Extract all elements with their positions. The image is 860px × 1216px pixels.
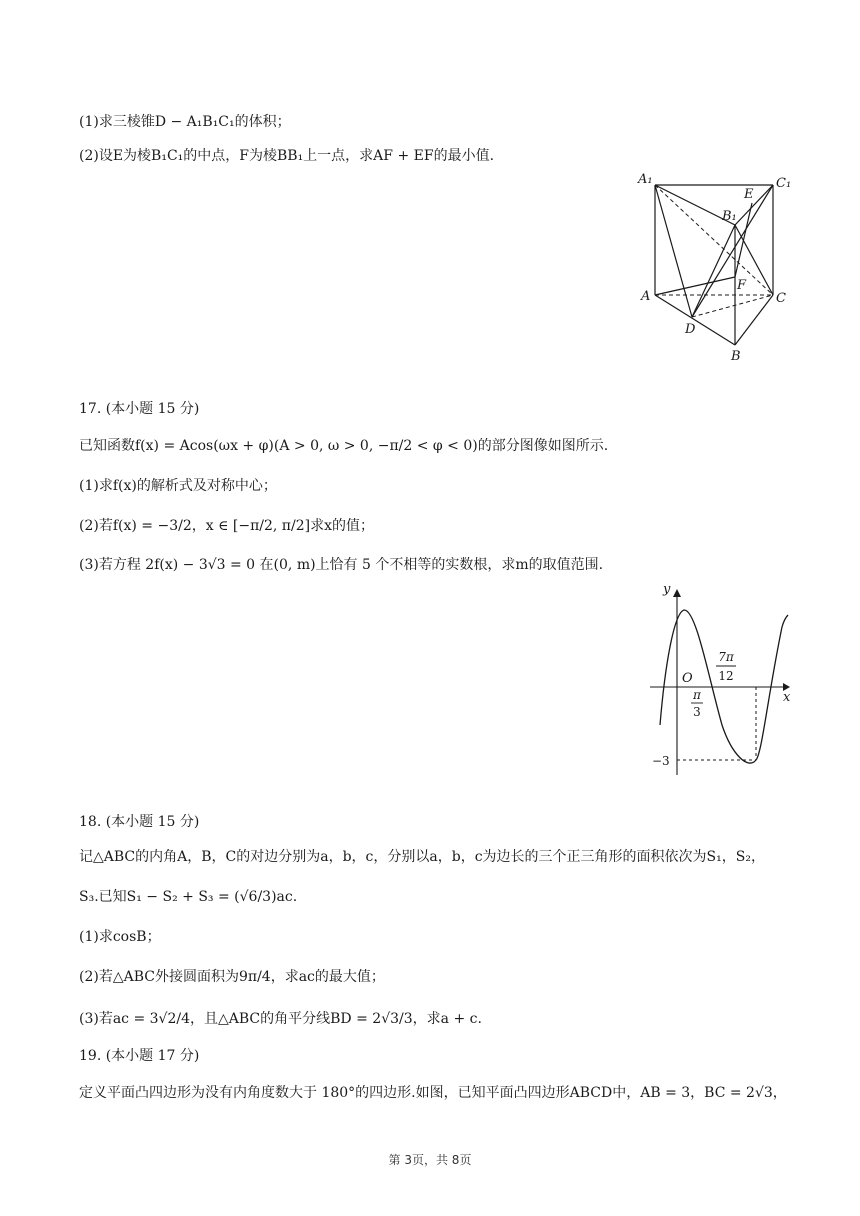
q18-header: 18. (本小题 15 分) (79, 814, 200, 830)
q18-part2: (2)若△ABC外接圆面积为9π/4，求ac的最大值； (79, 969, 385, 985)
q18-stem-line1: 记△ABC的内角A，B，C的对边分别为a，b，c，分别以a，b，c为边长的三个正三角形的面积依次为S₁，S₂， (79, 849, 765, 865)
q17-part2: (2)若f(x) = −3/2，x ∈ [−π/2, π/2]求x的值； (79, 518, 374, 534)
cosine-graph (640, 575, 800, 780)
q18-stem-line2: S₃.已知S₁ − S₂ + S₃ = (√6/3)ac. (79, 889, 298, 905)
label-E: E (744, 187, 754, 202)
label-B: B (731, 349, 741, 364)
q18-part3: (3)若ac = 3√2/4，且△ABC的角平分线BD = 2√3/3，求a + c. (79, 1011, 482, 1027)
tick-pi3-den: 3 (693, 705, 701, 719)
label-D: D (685, 322, 696, 337)
q16-part1: (1)求三棱锥D − A₁B₁C₁的体积； (79, 114, 291, 130)
page-footer: 第 3页，共 8页 (388, 1153, 472, 1167)
q17-part3: (3)若方程 2f(x) − 3√3 = 0 在(0, m)上恰有 5 个不相等的实数根，求m的取值范围. (79, 557, 604, 573)
label-C: C (776, 291, 786, 306)
q17-header: 17. (本小题 15 分) (79, 401, 200, 417)
origin-label: O (682, 671, 693, 686)
q19-header: 19. (本小题 17 分) (79, 1048, 200, 1064)
tick-7pi12-num: 7π (718, 650, 734, 664)
label-A1: A₁ (638, 172, 653, 187)
q17-part1: (1)求f(x)的解析式及对称中心； (79, 478, 277, 494)
prism-figure (630, 165, 800, 365)
q18-part1: (1)求cosB； (79, 929, 161, 945)
q16-part2: (2)设E为棱B₁C₁的中点，F为棱BB₁上一点，求AF + EF的最小值. (79, 148, 495, 164)
q17-stem: 已知函数f(x) = Acos(ωx + φ)(A > 0, ω > 0, −π/2 < φ < 0)的部分图像如图所示. (79, 438, 609, 454)
ymin-label: −3 (652, 754, 670, 768)
label-A: A (641, 289, 651, 304)
tick-pi3-num: π (693, 688, 701, 702)
axis-y-label: y (663, 582, 671, 597)
label-C1: C₁ (776, 176, 792, 191)
axis-x-label: x (783, 690, 791, 705)
label-F: F (737, 278, 747, 293)
label-B1: B₁ (722, 209, 737, 224)
tick-7pi12-den: 12 (718, 669, 734, 683)
q19-stem: 定义平面凸四边形为没有内角度数大于 180°的四边形.如图，已知平面凸四边形ABCD中，AB = 3，BC = 2√3， (79, 1085, 787, 1101)
